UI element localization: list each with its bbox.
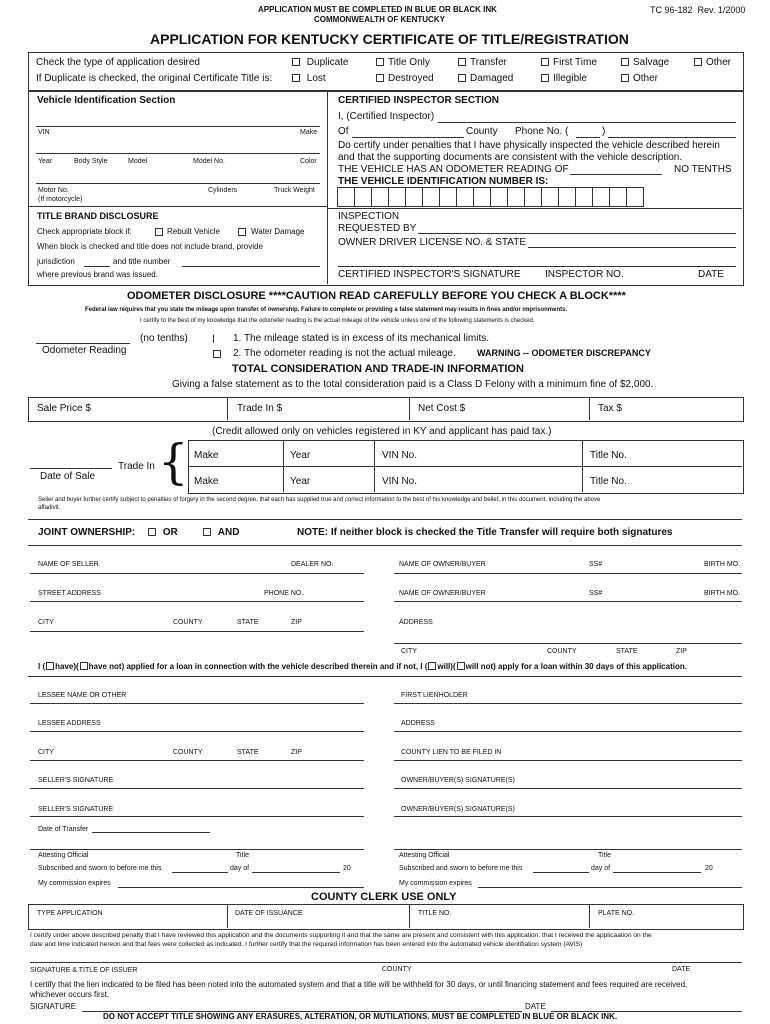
divider (188, 466, 742, 467)
seller-signature-1-line[interactable] (30, 788, 364, 789)
requested-by-label: REQUESTED BY (338, 223, 417, 234)
lessee-city-label: CITY (38, 749, 54, 756)
vin-cell[interactable] (371, 187, 389, 207)
model-no-label: Model No. (193, 158, 225, 165)
make-label: Make (300, 129, 318, 136)
odometer-reading-label: THE VEHICLE HAS AN ODOMETER READING OF (338, 164, 569, 175)
inspector-signature-label: CERTIFIED INSPECTOR'S SIGNATURE (338, 269, 521, 280)
no-tenths-note: (no tenths) (140, 333, 188, 344)
inspector-date-label: DATE (698, 269, 724, 280)
county-label: COUNTY (173, 619, 203, 626)
brand-issued-label: where previous brand was issued. (37, 270, 158, 279)
seller-name-line[interactable] (30, 573, 364, 574)
vin-cell[interactable] (609, 187, 627, 207)
trade-in-label: Trade In (118, 461, 155, 472)
checkbox-joint-and[interactable]: AND (203, 528, 239, 538)
checkbox-will-not-loan[interactable] (457, 662, 465, 670)
clerk-certify-1: I certify under above described penalty that I have reviewed this application and the documents supporting it and that the same are present and consistent with this application; that I received the applicaation on the (30, 932, 652, 939)
issuer-signature-label: SIGNATURE & TITLE OF ISSUER (30, 967, 138, 974)
clerk-certify-2: date and time indicated hereon and that fees were collected as indicated. I further certify that the required information has been entered into the automated vehicle identifiation system (AVIS) (30, 941, 583, 948)
page-title: APPLICATION FOR KENTUCKY CERTIFICATE OF TITLE/REGISTRATION (150, 31, 629, 47)
seller-name-label: NAME OF SELLER (38, 561, 99, 568)
issuer-signature-line[interactable] (30, 962, 742, 963)
lessee-address-line[interactable] (30, 731, 364, 732)
requested-by-line[interactable] (418, 233, 736, 234)
seller-signature-1-label: SELLER'S SIGNATURE (38, 777, 114, 784)
attesting-line-left[interactable] (30, 849, 364, 850)
checkbox-water-damage[interactable] (238, 228, 246, 236)
owner-county-label: COUNTY (547, 648, 577, 655)
trade-make-2[interactable]: Make (194, 476, 219, 487)
commonwealth-label: COMMONWEALTH OF KENTUCKY (314, 15, 445, 24)
vin-cell[interactable] (422, 187, 440, 207)
checkbox-title-only[interactable]: Title Only (376, 58, 430, 68)
odometer-option-1: 1. The mileage stated is in excess of its mechanical limits. (233, 333, 490, 344)
trade-vin-2[interactable]: VIN No. (382, 476, 418, 487)
seller-signature-2-line[interactable] (30, 816, 364, 817)
divider (589, 904, 590, 928)
of-label: Of (338, 126, 349, 137)
date-of-sale-label: Date of Sale (40, 471, 96, 482)
lessee-city-line[interactable] (30, 760, 364, 761)
inspector-odometer-line[interactable] (570, 174, 662, 175)
trade-year-2[interactable]: Year (290, 476, 311, 487)
divider (28, 676, 742, 677)
vin-cell[interactable] (558, 187, 576, 207)
owner-signature-1-line[interactable] (394, 788, 742, 789)
trade-title-1[interactable]: Title No. (590, 450, 627, 461)
zip-label: ZIP (291, 619, 302, 626)
ink-notice: APPLICATION MUST BE COMPLETED IN BLUE OR BLACK INK (258, 5, 497, 14)
attesting-line-right[interactable] (394, 849, 742, 850)
clerk-box (28, 904, 744, 930)
owner-name-2-line[interactable] (394, 601, 742, 602)
date-of-transfer-line[interactable] (92, 832, 210, 833)
phone-no-label: PHONE NO. (264, 590, 304, 597)
checkbox-have-not-loan[interactable] (80, 662, 88, 670)
trade-vin-1[interactable]: VIN No. (382, 450, 418, 461)
duplicate-prompt: If Duplicate is checked, the original Certificate Title is: (36, 73, 273, 84)
joint-note: NOTE: If neither block is checked the Title Transfer will require both signatures (297, 527, 673, 538)
certify-line-2: and that the supporting documents are consistent with the vehicle description. (338, 152, 683, 163)
vin-cell[interactable] (456, 187, 474, 207)
county-label: County (466, 126, 498, 137)
inspector-no-label: INSPECTOR NO. (545, 269, 624, 280)
checkbox-first-time[interactable]: First Time (541, 58, 597, 68)
divider (213, 335, 214, 343)
divider (374, 440, 375, 492)
commission-right: My commission expires (399, 880, 472, 887)
street-address-label: STREET ADDRESS (38, 590, 101, 597)
owner-zip-label: ZIP (676, 648, 687, 655)
trade-make-1[interactable]: Make (194, 450, 219, 461)
checkbox-damaged[interactable]: Damaged (458, 74, 513, 84)
lessee-state-label: STATE (237, 749, 259, 756)
lessee-address-label: LESSEE ADDRESS (38, 720, 101, 727)
federal-law-notice: Federal law requires that you state the mileage upon transfer of ownership. Failure to complete or providing a false statement may results in fines and/or imprisonments. (85, 307, 568, 313)
type-application-field[interactable]: TYPE APPLICATION (37, 910, 103, 917)
birth-month-label: BIRTH MO. (704, 561, 741, 568)
no-tenths-label: NO TENTHS (674, 164, 732, 175)
trade-brace: { (158, 434, 189, 490)
commission-line-right[interactable] (478, 887, 742, 888)
ss-2-label: SS# (589, 590, 603, 597)
vin-cell[interactable] (626, 187, 644, 207)
rebuilt-label: Rebuilt Vehicle (167, 227, 220, 236)
date-of-sale-line[interactable] (30, 468, 112, 469)
owner-license-line[interactable] (528, 247, 736, 248)
lien-county-label: COUNTY LIEN TO BE FILED IN (401, 749, 502, 756)
of-line[interactable] (352, 137, 464, 138)
checkbox-have-loan[interactable] (46, 662, 54, 670)
city-label: CITY (38, 619, 54, 626)
odometer-reading-line[interactable] (36, 343, 130, 344)
odometer-option-2: 2. The odometer reading is not the actual mileage. (233, 348, 456, 359)
lienholder-address-label: ADDRESS (401, 720, 435, 727)
owner-signature-1-label: OWNER/BUYER(S) SIGNATURE(S) (401, 777, 515, 784)
attesting-official-right: Attesting Official (399, 852, 450, 859)
model-label: Model (128, 158, 148, 165)
inspector-name-line[interactable] (438, 122, 736, 123)
jurisdiction-label: jurisdiction (37, 257, 75, 266)
checkbox-rebuilt[interactable] (155, 228, 163, 236)
owner-license-label: OWNER DRIVER LICENSE NO. & STATE (338, 237, 526, 248)
clerk-date-label: DATE (672, 966, 691, 973)
dealer-no-label: DEALER NO. (291, 561, 334, 568)
odometer-reading-label: Odometer Reading (42, 345, 127, 356)
seller-city-line[interactable] (30, 631, 364, 632)
title-right: Title (598, 852, 611, 859)
trade-in-box (188, 440, 744, 494)
vin-cell[interactable] (439, 187, 457, 207)
state-label: STATE (237, 619, 259, 626)
certified-inspector-label: I, (Certified Inspector) (338, 111, 435, 122)
if-motorcycle-label: (If motorcycle) (38, 196, 83, 203)
checkbox-joint-or[interactable]: OR (148, 528, 178, 538)
subscribed-right: Subscribed and sworn to before me this (399, 865, 523, 872)
water-damage-label: Water Damage (251, 227, 305, 236)
joint-ownership-label: JOINT OWNERSHIP: (38, 527, 136, 538)
trade-year-1[interactable]: Year (290, 450, 311, 461)
owner-signature-2-line[interactable] (394, 816, 742, 817)
vin-cell[interactable] (405, 187, 423, 207)
lien-county-line[interactable] (394, 760, 742, 761)
title-number-line[interactable] (182, 266, 320, 267)
odometer-warning: WARNING -- ODOMETER DISCREPANCY (477, 348, 651, 358)
divider (227, 904, 228, 928)
checkbox-lost[interactable]: Lost (292, 74, 326, 84)
checkbox-will-loan[interactable] (428, 662, 436, 670)
vin-cell[interactable] (337, 187, 355, 207)
date-of-issuance-field[interactable]: DATE OF ISSUANCE (235, 910, 303, 917)
lessee-zip-label: ZIP (291, 749, 302, 756)
checkbox-duplicate[interactable]: Duplicate (292, 58, 348, 68)
vin-cell[interactable] (507, 187, 525, 207)
vin-cell[interactable] (592, 187, 610, 207)
divider (582, 440, 583, 492)
vin-cell[interactable] (524, 187, 542, 207)
commission-left: My commission expires (38, 880, 111, 887)
clerk-title-no-field[interactable]: TITLE NO. (418, 910, 452, 917)
divider (28, 206, 327, 207)
first-lienholder-label: FIRST LIENHOLDER (401, 692, 468, 699)
consideration-box (28, 397, 744, 422)
divider (409, 904, 410, 928)
motor-line[interactable] (36, 183, 320, 184)
brand-check-label: Check appropriate block if: (37, 227, 132, 236)
ss-label: SS# (589, 561, 603, 568)
checkbox-other-type[interactable]: Other (694, 58, 731, 68)
owner-state-label: STATE (616, 648, 638, 655)
vin-cell[interactable] (473, 187, 491, 207)
day-of-left: day of (230, 865, 250, 872)
vin-cell[interactable] (388, 187, 406, 207)
truck-weight-label: Truck Weight (274, 187, 315, 194)
credit-note: (Credit allowed only on vehicles registered in KY and applicant has paid tax.) (212, 426, 552, 437)
inspector-signature-line[interactable] (338, 266, 736, 267)
date-of-transfer-label: Date of Transfer (38, 826, 89, 833)
inspection-label: INSPECTION (338, 211, 400, 222)
sale-price-field[interactable]: Sale Price $ (37, 403, 91, 414)
body-style-label: Body Style (74, 158, 108, 165)
area-code-line[interactable] (576, 137, 600, 138)
month-line-right[interactable] (613, 872, 701, 873)
vin-label: VIN (38, 129, 50, 136)
divider (327, 90, 328, 284)
type-prompt: Check the type of application desired (36, 57, 200, 68)
vin-cell[interactable] (575, 187, 593, 207)
year-prefix-right: 20 (705, 865, 713, 872)
vin-cell[interactable] (354, 187, 372, 207)
odometer-certify: I certify to the best of my knowledge that the odometer reading is the actual mileage of the vehicle unless one of the following statements is checked. (140, 318, 535, 324)
vin-cell[interactable] (490, 187, 508, 207)
lien-certify-2: whichever occurs first. (30, 990, 110, 999)
forgery-notice: Seller and buyer further certify subject to penalties of forgery in the second degree, that each has supplied true and correct information to the best of his knowledge and belief, in this document, including the above (38, 497, 601, 503)
trade-title-2[interactable]: Title No. (590, 476, 627, 487)
phone-line[interactable] (608, 137, 736, 138)
checkbox-odometer-discrepancy[interactable] (213, 350, 221, 358)
divider (28, 545, 742, 546)
vin-cell[interactable] (541, 187, 559, 207)
consideration-heading: TOTAL CONSIDERATION AND TRADE-IN INFORMATION (232, 363, 524, 375)
forgery-notice-2: affadivit. (38, 505, 61, 511)
checkbox-transfer[interactable]: Transfer (458, 58, 507, 68)
owner-signature-2-label: OWNER/BUYER(S) SIGNATURE(S) (401, 806, 515, 813)
day-line-left[interactable] (172, 872, 228, 873)
plate-no-field[interactable]: PLATE NO. (598, 910, 635, 917)
form-number: TC 96-182 Rev. 1/2000 (650, 5, 746, 15)
divider (28, 519, 742, 520)
lienholder-line[interactable] (394, 703, 742, 704)
jurisdiction-line[interactable] (84, 266, 110, 267)
footer-notice: DO NOT ACCEPT TITLE SHOWING ANY ERASURES, ALTERATION, OR MUTILATIONS. MUST BE COMPLETED IN BLUE OR BLACK INK. (103, 1012, 618, 1021)
county-clerk-heading: COUNTY CLERK USE ONLY (311, 891, 457, 903)
day-of-right: day of (591, 865, 611, 872)
seller-signature-2-label: SELLER'S SIGNATURE (38, 806, 114, 813)
divider (227, 397, 228, 420)
checkbox-destroyed[interactable]: Destroyed (376, 74, 434, 84)
lien-certify-1: I certify that the lien indicated to be filed has been noted into the automated system and that a title will be withheld for 30 days, or until financing statement and fees required are received, (30, 980, 688, 989)
checkbox-illegible[interactable]: Illegible (541, 74, 587, 84)
brand-heading: TITLE BRAND DISCLOSURE (37, 211, 159, 221)
owner-address-line[interactable] (394, 643, 742, 644)
lessee-county-label: COUNTY (173, 749, 203, 756)
year-line[interactable] (36, 153, 320, 154)
title-left: Title (236, 852, 249, 859)
year-prefix-left: 20 (343, 865, 351, 872)
year-label: Year (38, 158, 53, 165)
color-label: Color (300, 158, 317, 165)
lessee-name-line[interactable] (30, 703, 364, 704)
inspector-heading: CERTIFIED INSPECTOR SECTION (338, 95, 499, 106)
cylinders-label: Cylinders (208, 187, 238, 194)
divider (589, 397, 590, 420)
subscribed-left: Subscribed and sworn to before me this (38, 865, 162, 872)
owner-city-label: CITY (401, 648, 417, 655)
odometer-heading: ODOMETER DISCLOSURE ****CAUTION READ CAREFULLY BEFORE YOU CHECK A BLOCK**** (127, 290, 626, 302)
owner-name-2-label: NAME OF OWNER/BUYER (399, 590, 486, 597)
brand-instruction: When block is checked and title does not include brand, provide (37, 242, 263, 251)
day-line-right[interactable] (533, 872, 589, 873)
vehicle-section-heading: Vehicle Identification Section (37, 95, 176, 106)
birth-month-2-label: BIRTH MO. (704, 590, 741, 597)
month-line-left[interactable] (252, 872, 340, 873)
certify-line-1: Do certify under penalties that I have physically inspected the vehicle described herein (338, 140, 720, 151)
phone-label: Phone No. ( (515, 126, 569, 137)
owner-name-line[interactable] (394, 573, 742, 574)
checkbox-salvage[interactable]: Salvage (621, 58, 669, 68)
clerk-county-label: COUNTY (382, 966, 412, 973)
net-cost-field[interactable]: Net Cost $ (418, 403, 466, 414)
owner-name-label: NAME OF OWNER/BUYER (399, 561, 486, 568)
final-signature-label: SIGNATURE (30, 1002, 77, 1011)
final-date-label: DATE (525, 1002, 546, 1011)
felony-notice: Giving a false statement as to the total consideration paid is a Class D Felony with a minimum fine of $2,000. (172, 379, 654, 390)
lienholder-address-line[interactable] (394, 731, 742, 732)
divider (283, 440, 284, 492)
lessee-name-label: LESSEE NAME OR OTHER (38, 692, 127, 699)
attesting-official-left: Attesting Official (38, 852, 89, 859)
motor-no-label: Motor No. (38, 187, 69, 194)
tax-field[interactable]: Tax $ (598, 403, 622, 414)
trade-in-amount-field[interactable]: Trade In $ (237, 403, 283, 414)
street-address-line[interactable] (30, 601, 364, 602)
owner-address-label: ADDRESS (399, 619, 433, 626)
loan-statement: I ( have)( have not) applied for a loan in connection with the vehicle described therein and if not, I ( will)( will not) apply for a loan within 30 days of this application. (38, 662, 687, 671)
divider (409, 397, 410, 420)
commission-line-left[interactable] (118, 887, 364, 888)
vin-line[interactable] (36, 126, 320, 127)
divider (327, 208, 742, 209)
checkbox-other-condition[interactable]: Other (621, 74, 658, 84)
title-number-label: and title number (113, 257, 171, 266)
vin-is-label: THE VEHICLE IDENTIFICATION NUMBER IS: (338, 176, 549, 187)
phone-close: ) (602, 126, 606, 137)
